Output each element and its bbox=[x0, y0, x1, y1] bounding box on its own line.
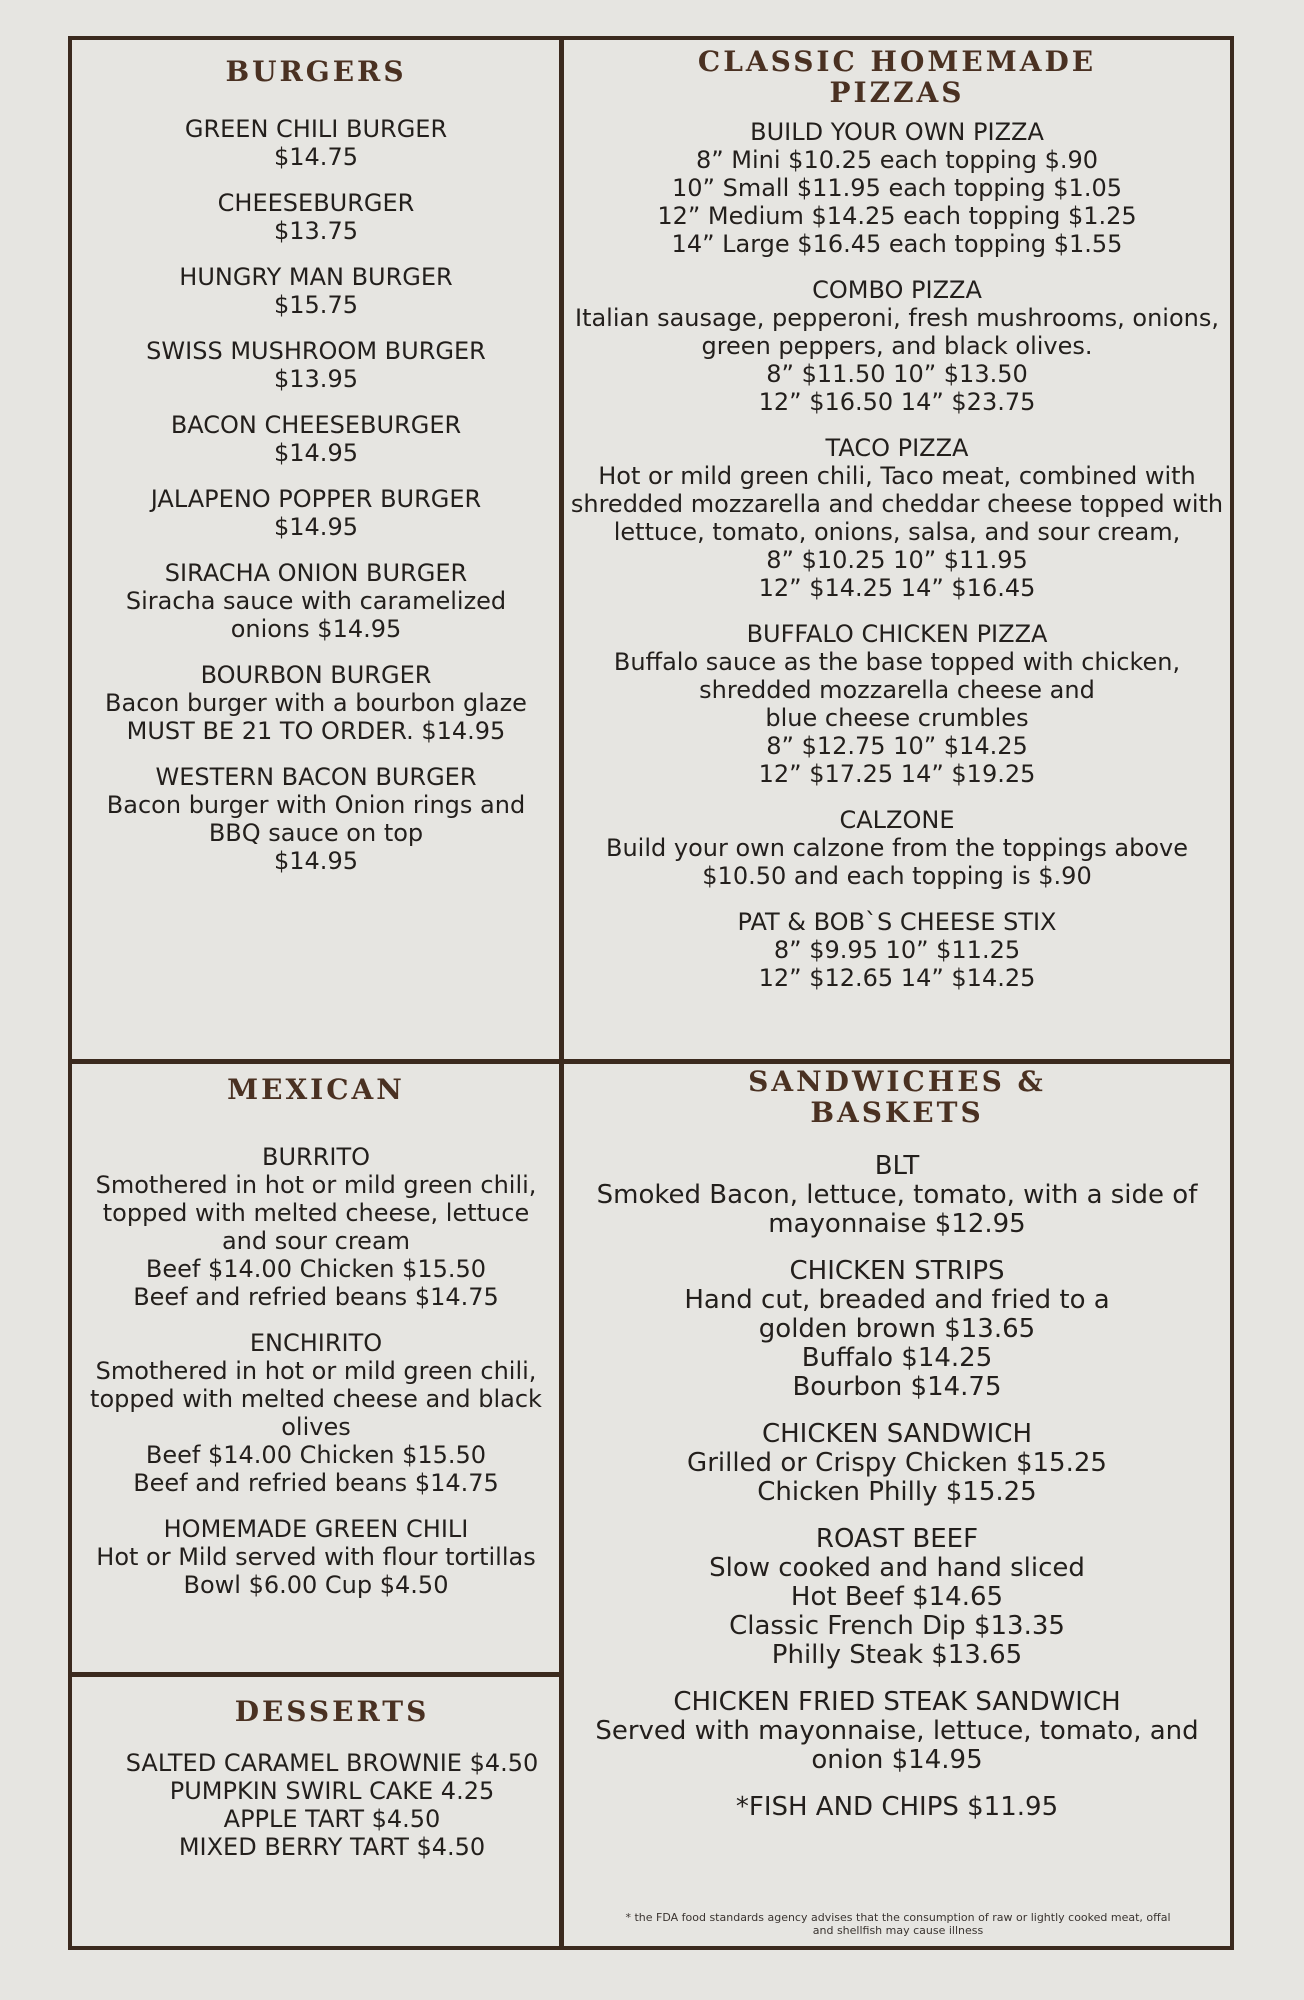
sandwiches-title-line: SANDWICHES & bbox=[748, 1065, 1046, 1098]
menu-item-detail: Italian sausage, pepperoni, fresh mushrooms, onions, bbox=[574, 304, 1219, 332]
menu-item-name: ENCHIRITO bbox=[249, 1329, 383, 1357]
menu-item-detail: Bacon burger with Onion rings and bbox=[106, 791, 526, 819]
menu-item bbox=[566, 1793, 1228, 1822]
menu-item-detail: 8” $11.50 10” $13.50 bbox=[766, 360, 1028, 388]
menu-item-detail: $13.95 bbox=[274, 365, 358, 393]
menu-item bbox=[92, 1749, 572, 1861]
footnote-line: and shellfish may cause illness bbox=[812, 1924, 984, 1937]
menu-item-detail: Grilled or Crispy Chicken $15.25 bbox=[687, 1448, 1107, 1478]
sandwiches-section bbox=[566, 1066, 1228, 1822]
menu-item bbox=[76, 661, 556, 745]
menu-item-detail: 12” $16.50 14” $23.75 bbox=[758, 388, 1036, 416]
pizzas-list bbox=[566, 118, 1228, 992]
menu-item-detail: Beef $14.00 Chicken $15.50 bbox=[145, 1255, 487, 1283]
menu-item bbox=[566, 908, 1228, 992]
menu-item-name: CHICKEN FRIED STEAK SANDWICH bbox=[673, 1687, 1121, 1717]
menu-item bbox=[76, 763, 556, 875]
menu-item bbox=[76, 115, 556, 171]
menu-item bbox=[566, 1257, 1228, 1402]
menu-item-detail: 12” Medium $14.25 each topping $1.25 bbox=[657, 202, 1137, 230]
menu-item-name: *FISH AND CHIPS $11.95 bbox=[735, 1792, 1059, 1822]
menu-item-detail: Smothered in hot or mild green chili, bbox=[95, 1357, 537, 1385]
menu-item-detail: shredded mozzarella cheese and bbox=[699, 676, 1095, 704]
menu-item bbox=[76, 189, 556, 245]
menu-item-name: BACON CHEESEBURGER bbox=[170, 411, 462, 439]
menu-item-detail: MIXED BERRY TART $4.50 bbox=[178, 1833, 486, 1861]
burgers-list bbox=[76, 115, 556, 875]
menu-item bbox=[76, 337, 556, 393]
pizzas-heading bbox=[566, 46, 1228, 108]
menu-item-name: BUFFALO CHICKEN PIZZA bbox=[746, 620, 1048, 648]
menu-item bbox=[566, 620, 1228, 788]
menu-item bbox=[76, 1515, 556, 1599]
menu-item bbox=[566, 434, 1228, 602]
menu-item-name: BURRITO bbox=[261, 1143, 370, 1171]
menu-item-detail: 8” $9.95 10” $11.25 bbox=[773, 936, 1021, 964]
menu-item-detail: 8” Mini $10.25 each topping $.90 bbox=[695, 146, 1099, 174]
menu-item-name: SIRACHA ONION BURGER bbox=[164, 559, 468, 587]
menu-item bbox=[566, 1525, 1228, 1670]
menu-item-detail: $14.75 bbox=[274, 143, 358, 171]
menu-item-detail: blue cheese crumbles bbox=[765, 704, 1029, 732]
menu-item-detail: APPLE TART $4.50 bbox=[223, 1805, 441, 1833]
fda-footnote bbox=[568, 1911, 1228, 1937]
menu-item-detail: green peppers, and black olives. bbox=[701, 332, 1093, 360]
menu-item-detail: $14.95 bbox=[274, 513, 358, 541]
menu-item-detail: olives bbox=[281, 1413, 351, 1441]
menu-item-detail: $13.75 bbox=[274, 217, 358, 245]
desserts-section bbox=[92, 1696, 572, 1861]
menu-item-name: CHEESEBURGER bbox=[217, 189, 415, 217]
menu-item bbox=[566, 1152, 1228, 1239]
mexican-section bbox=[76, 1074, 556, 1599]
menu-item-detail: lettuce, tomato, onions, salsa, and sour cream, bbox=[613, 518, 1181, 546]
menu-item-detail: onion $14.95 bbox=[811, 1745, 983, 1775]
pizzas-title-line: CLASSIC HOMEMADE bbox=[697, 45, 1097, 78]
menu-item-detail: Smoked Bacon, lettuce, tomato, with a side of bbox=[596, 1180, 1198, 1210]
menu-item-detail: Beef and refried beans $14.75 bbox=[133, 1283, 499, 1311]
menu-item-detail: $10.50 and each topping is $.90 bbox=[702, 862, 1092, 890]
menu-item-detail: Bourbon $14.75 bbox=[792, 1372, 1002, 1402]
menu-item-detail: 12” $12.65 14” $14.25 bbox=[758, 964, 1036, 992]
mexican-list bbox=[76, 1143, 556, 1599]
menu-item-detail: Bowl $6.00 Cup $4.50 bbox=[183, 1571, 449, 1599]
menu-item bbox=[76, 411, 556, 467]
menu-item-detail: MUST BE 21 TO ORDER. $14.95 bbox=[126, 717, 506, 745]
menu-item-detail: shredded mozzarella and cheddar cheese topped with bbox=[570, 490, 1224, 518]
menu-item-detail: 10” Small $11.95 each topping $1.05 bbox=[671, 174, 1122, 202]
menu-item-name: CHICKEN STRIPS bbox=[789, 1256, 1005, 1286]
menu-item-name: CALZONE bbox=[839, 806, 955, 834]
menu-item-detail: BBQ sauce on top bbox=[208, 819, 424, 847]
row-divider bbox=[68, 1059, 1234, 1064]
menu-item-name: HUNGRY MAN BURGER bbox=[179, 263, 453, 291]
menu-item-detail: $15.75 bbox=[274, 291, 358, 319]
menu-item bbox=[76, 263, 556, 319]
menu-item-detail: topped with melted cheese, lettuce bbox=[102, 1199, 530, 1227]
menu-item bbox=[566, 1688, 1228, 1775]
menu-item-name: BLT bbox=[874, 1151, 920, 1181]
menu-item-detail: Buffalo sauce as the base topped with chicken, bbox=[613, 648, 1181, 676]
menu-item-detail: 8” $10.25 10” $11.95 bbox=[766, 546, 1028, 574]
menu-item-name: TACO PIZZA bbox=[825, 434, 969, 462]
footnote-line: * the FDA food standards agency advises that the consumption of raw or lightly cooked meat, offal bbox=[625, 1911, 1171, 1924]
menu-item-detail: Smothered in hot or mild green chili, bbox=[95, 1171, 537, 1199]
burgers-section bbox=[76, 56, 556, 875]
menu-item-detail: PUMPKIN SWIRL CAKE 4.25 bbox=[169, 1777, 495, 1805]
sandwiches-heading bbox=[566, 1066, 1228, 1128]
menu-item-detail: 14” Large $16.45 each topping $1.55 bbox=[671, 230, 1123, 258]
pizzas-title-line: PIZZAS bbox=[829, 76, 965, 109]
menu-item-detail: Buffalo $14.25 bbox=[801, 1343, 993, 1373]
desserts-divider bbox=[72, 1672, 561, 1677]
menu-item-detail: mayonnaise $12.95 bbox=[768, 1209, 1026, 1239]
menu-item bbox=[566, 118, 1228, 258]
sandwiches-title-line: BASKETS bbox=[810, 1096, 984, 1129]
menu-item bbox=[566, 1420, 1228, 1507]
menu-item-detail: Bacon burger with a bourbon glaze bbox=[105, 689, 527, 717]
menu-item-detail: and sour cream bbox=[221, 1227, 411, 1255]
menu-item-name: JALAPENO POPPER BURGER bbox=[150, 485, 482, 513]
menu-item-detail: Classic French Dip $13.35 bbox=[729, 1611, 1065, 1641]
menu-item-name: GREEN CHILI BURGER bbox=[184, 115, 448, 143]
mexican-heading: MEXICAN bbox=[227, 1073, 405, 1106]
menu-item-name: CHICKEN SANDWICH bbox=[761, 1419, 1033, 1449]
menu-item-name: WESTERN BACON BURGER bbox=[155, 763, 477, 791]
column-divider bbox=[559, 36, 564, 1950]
menu-item-name: PAT & BOB`S CHEESE STIX bbox=[737, 908, 1057, 936]
menu-item-detail: 12” $14.25 14” $16.45 bbox=[758, 574, 1036, 602]
menu-item-detail: Hot Beef $14.65 bbox=[790, 1582, 1004, 1612]
menu-item-detail: Philly Steak $13.65 bbox=[771, 1640, 1023, 1670]
menu-item-detail: 8” $12.75 10” $14.25 bbox=[766, 732, 1028, 760]
menu-item-name: SWISS MUSHROOM BURGER bbox=[146, 337, 486, 365]
menu-item-detail: Hot or mild green chili, Taco meat, combined with bbox=[598, 462, 1196, 490]
menu-item bbox=[566, 276, 1228, 416]
menu-item-detail: 12” $17.25 14” $19.25 bbox=[758, 760, 1036, 788]
menu-item-name: BOURBON BURGER bbox=[200, 661, 432, 689]
desserts-heading: DESSERTS bbox=[234, 1695, 430, 1728]
burgers-heading: BURGERS bbox=[225, 55, 407, 88]
menu-item bbox=[76, 559, 556, 643]
menu-item-detail: onions $14.95 bbox=[230, 615, 402, 643]
menu-item-detail: Beef and refried beans $14.75 bbox=[133, 1469, 499, 1497]
menu-item-name: COMBO PIZZA bbox=[812, 276, 982, 304]
menu-item-detail: $14.95 bbox=[274, 847, 358, 875]
sandwiches-list bbox=[566, 1152, 1228, 1822]
menu-item bbox=[566, 806, 1228, 890]
menu-item-detail: Chicken Philly $15.25 bbox=[757, 1477, 1037, 1507]
menu-item-detail: Build your own calzone from the toppings above bbox=[606, 834, 1188, 862]
menu-item-name: HOMEMADE GREEN CHILI bbox=[163, 1515, 469, 1543]
pizzas-section bbox=[566, 46, 1228, 992]
menu-item-detail: Siracha sauce with caramelized bbox=[125, 587, 507, 615]
menu-item-detail: Served with mayonnaise, lettuce, tomato, and bbox=[595, 1716, 1199, 1746]
menu-item-detail: topped with melted cheese and black bbox=[90, 1385, 542, 1413]
menu-item-detail: Slow cooked and hand sliced bbox=[709, 1553, 1085, 1583]
menu-item-name: SALTED CARAMEL BROWNIE $4.50 bbox=[125, 1749, 539, 1777]
menu-item-name: BUILD YOUR OWN PIZZA bbox=[750, 118, 1044, 146]
menu-item bbox=[76, 1329, 556, 1497]
menu-item bbox=[76, 1143, 556, 1311]
menu-item-detail: $14.95 bbox=[274, 439, 358, 467]
desserts-list bbox=[92, 1749, 572, 1861]
menu-item-detail: Hand cut, breaded and fried to a bbox=[684, 1285, 1110, 1315]
menu-item bbox=[76, 485, 556, 541]
menu-item-detail: Hot or Mild served with flour tortillas bbox=[96, 1543, 536, 1571]
menu-item-name: ROAST BEEF bbox=[815, 1524, 979, 1554]
menu-item-detail: Beef $14.00 Chicken $15.50 bbox=[145, 1441, 487, 1469]
menu-item-detail: golden brown $13.65 bbox=[758, 1314, 1036, 1344]
